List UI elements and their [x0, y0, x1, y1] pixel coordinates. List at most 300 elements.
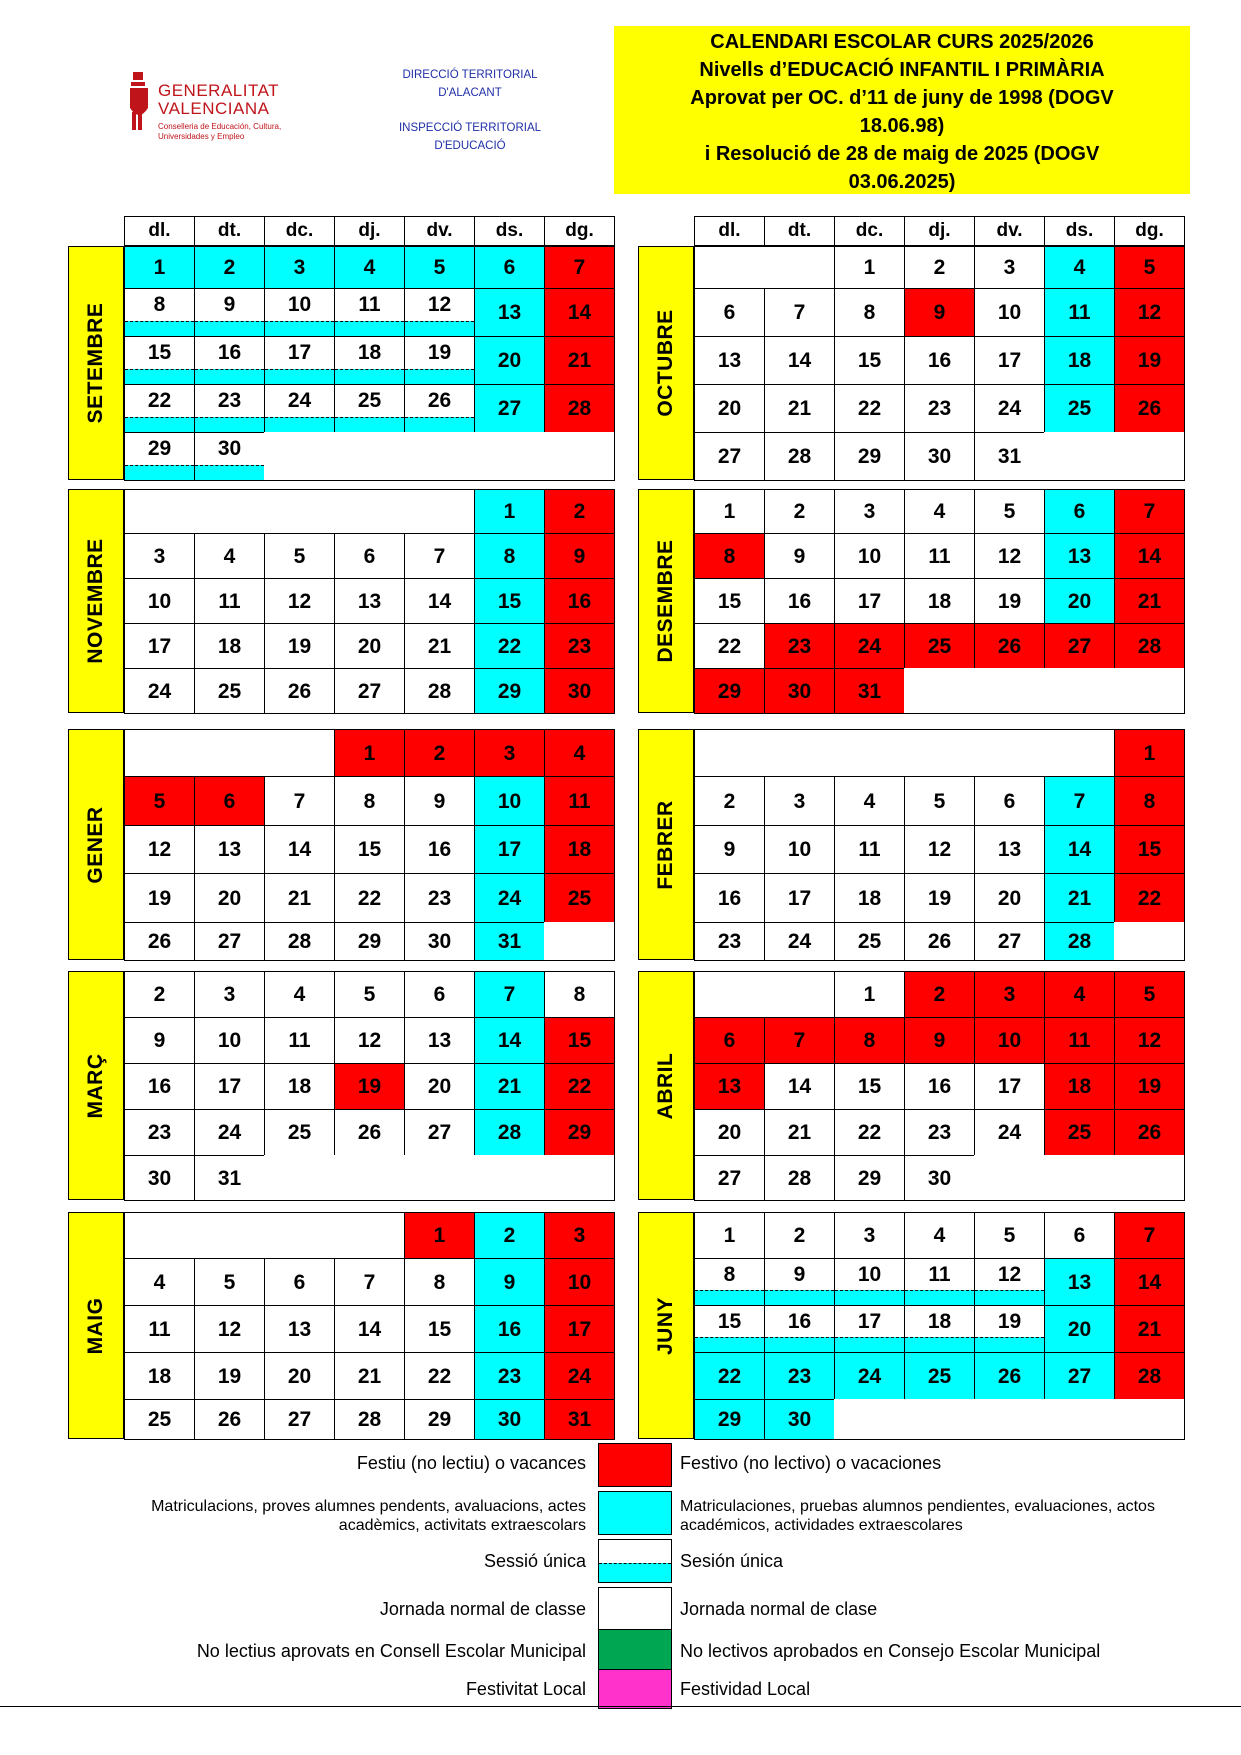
day-cell: 9: [404, 776, 475, 826]
day-cell: 27: [264, 1399, 335, 1440]
day-cell: 11: [264, 1017, 335, 1064]
empty-cell: [194, 729, 265, 777]
weekday-3: dc.: [834, 216, 905, 246]
day-cell: 8: [694, 533, 765, 579]
day-cell: 4: [904, 1212, 975, 1259]
day-number: 22: [147, 389, 172, 412]
day-cell: 15: [1114, 825, 1185, 874]
day-cell: 3: [764, 776, 835, 826]
day-cell: 17: [974, 336, 1045, 385]
day-cell: 2: [544, 489, 615, 534]
day-cell: 19: [264, 623, 335, 669]
day-cell: 26: [1114, 384, 1185, 433]
month-label: [68, 489, 124, 713]
day-cell: 16: [904, 1063, 975, 1110]
day-cell: 25: [904, 623, 975, 669]
empty-cell: [694, 971, 765, 1018]
day-cell: [124, 288, 195, 337]
day-cell: 5: [194, 1258, 265, 1306]
day-cell: 13: [404, 1017, 475, 1064]
day-cell: 22: [1114, 873, 1185, 923]
legend-swatch-pink: [598, 1669, 672, 1709]
legend-swatch-cyan: [598, 1491, 672, 1535]
day-cell: 9: [904, 288, 975, 337]
day-cell: 4: [264, 971, 335, 1018]
day-cell: 7: [474, 971, 545, 1018]
day-cell: 2: [474, 1212, 545, 1259]
day-cell: 24: [974, 1109, 1045, 1156]
day-cell: 22: [834, 1109, 905, 1156]
month-abril: [638, 971, 1184, 1200]
day-cell: 29: [334, 922, 405, 961]
day-cell: [834, 1305, 905, 1353]
day-cell: 21: [334, 1352, 405, 1400]
day-cell: 9: [474, 1258, 545, 1306]
day-cell: 2: [194, 246, 265, 289]
empty-cell: [694, 246, 765, 289]
day-cell: 24: [194, 1109, 265, 1156]
day-cell: 20: [264, 1352, 335, 1400]
day-cell: 12: [1114, 1017, 1185, 1064]
month-novembre: [68, 489, 614, 713]
day-cell: 27: [1044, 623, 1115, 669]
day-cell: 31: [194, 1155, 265, 1201]
day-cell: 23: [904, 1109, 975, 1156]
day-cell: 30: [124, 1155, 195, 1201]
day-number: 17: [857, 1310, 882, 1333]
title-line: CALENDARI ESCOLAR CURS 2025/2026: [710, 31, 1094, 53]
day-cell: [334, 384, 405, 433]
day-cell: 27: [694, 1155, 765, 1201]
day-cell: [194, 432, 265, 481]
logo-text-generalitat: GENERALITAT: [158, 81, 280, 100]
day-number: 11: [928, 1263, 951, 1286]
legend-row: [0, 1443, 1241, 1487]
day-cell: 30: [404, 922, 475, 961]
day-cell: 24: [544, 1352, 615, 1400]
empty-cell: [334, 1155, 405, 1201]
day-cell: 11: [124, 1305, 195, 1353]
empty-cell: [474, 432, 545, 481]
weekday-3: dc.: [264, 216, 335, 246]
day-number: 19: [427, 341, 452, 364]
generalitat-logo: [128, 70, 298, 150]
month-name: NOVEMBRE: [84, 538, 107, 664]
day-cell: 6: [974, 776, 1045, 826]
day-cell: 20: [974, 873, 1045, 923]
day-cell: 7: [404, 533, 475, 579]
day-cell: 14: [544, 288, 615, 337]
day-cell: 20: [194, 873, 265, 923]
weekday-1: dl.: [694, 216, 765, 246]
empty-cell: [1044, 1399, 1115, 1440]
month-label: [68, 971, 124, 1200]
day-cell: 3: [544, 1212, 615, 1259]
day-cell: 9: [544, 533, 615, 579]
day-cell: 23: [764, 1352, 835, 1400]
day-cell: 9: [764, 533, 835, 579]
month-name: MAIG: [84, 1297, 107, 1354]
day-cell: [334, 288, 405, 337]
empty-cell: [1114, 1399, 1185, 1440]
day-cell: 3: [974, 246, 1045, 289]
day-number: 12: [997, 1263, 1022, 1286]
logo-subtext-1: Conselleria de Educación, Cultura,: [158, 122, 282, 131]
day-cell: 3: [834, 489, 905, 534]
day-cell: 20: [694, 1109, 765, 1156]
day-cell: 14: [404, 578, 475, 624]
legend-label-ca: Festiu (no lectiu) o vacances: [356, 1453, 586, 1473]
month-label: [638, 489, 694, 713]
month-label: [638, 1212, 694, 1439]
empty-cell: [904, 729, 975, 777]
empty-cell: [1044, 668, 1115, 714]
day-cell: 29: [474, 668, 545, 714]
day-cell: 15: [834, 1063, 905, 1110]
day-cell: 21: [264, 873, 335, 923]
month-label: [638, 971, 694, 1200]
day-cell: 25: [264, 1109, 335, 1156]
empty-cell: [194, 1212, 265, 1259]
day-cell: 24: [974, 384, 1045, 433]
day-cell: 9: [904, 1017, 975, 1064]
month-name: MARÇ: [84, 1053, 107, 1118]
day-cell: [124, 384, 195, 433]
day-cell: 5: [1114, 246, 1185, 289]
empty-cell: [974, 668, 1045, 714]
month-name: OCTUBRE: [654, 309, 677, 417]
day-cell: [904, 1305, 975, 1353]
day-cell: 10: [974, 288, 1045, 337]
day-cell: 24: [764, 922, 835, 961]
day-cell: 4: [124, 1258, 195, 1306]
day-cell: 30: [544, 668, 615, 714]
day-cell: 14: [334, 1305, 405, 1353]
day-cell: 28: [1114, 1352, 1185, 1400]
day-number: 26: [427, 389, 452, 412]
title-line: 03.06.2025): [848, 171, 956, 193]
day-cell: 23: [904, 384, 975, 433]
day-cell: 21: [544, 336, 615, 385]
day-cell: [764, 1305, 835, 1353]
empty-cell: [334, 489, 405, 534]
day-cell: 6: [474, 246, 545, 289]
day-cell: 19: [194, 1352, 265, 1400]
day-cell: 14: [1044, 825, 1115, 874]
day-cell: 26: [1114, 1109, 1185, 1156]
day-cell: 7: [264, 776, 335, 826]
day-number: 19: [997, 1310, 1022, 1333]
day-cell: 2: [764, 489, 835, 534]
day-cell: 18: [834, 873, 905, 923]
day-cell: 19: [1114, 336, 1185, 385]
empty-cell: [694, 729, 765, 777]
empty-cell: [834, 729, 905, 777]
day-cell: 27: [194, 922, 265, 961]
empty-cell: [544, 1155, 615, 1201]
day-cell: 1: [834, 246, 905, 289]
empty-cell: [1044, 432, 1115, 481]
empty-cell: [1114, 668, 1185, 714]
day-cell: 22: [694, 623, 765, 669]
day-cell: 18: [264, 1063, 335, 1110]
day-cell: 25: [544, 873, 615, 923]
day-cell: 20: [404, 1063, 475, 1110]
day-cell: 24: [124, 668, 195, 714]
day-cell: 22: [404, 1352, 475, 1400]
month-juny: [638, 1212, 1184, 1439]
day-cell: 27: [404, 1109, 475, 1156]
legend-label-ca: Jornada normal de classe: [379, 1599, 586, 1619]
day-number: 15: [147, 341, 172, 364]
day-cell: 26: [194, 1399, 265, 1440]
day-cell: 25: [194, 668, 265, 714]
day-cell: 8: [1114, 776, 1185, 826]
legend-label-es: Sesión única: [680, 1551, 784, 1571]
day-number: 16: [787, 1310, 812, 1333]
empty-cell: [764, 246, 835, 289]
weekday-1: dl.: [124, 216, 195, 246]
day-cell: 7: [334, 1258, 405, 1306]
day-cell: 1: [694, 489, 765, 534]
day-cell: [194, 288, 265, 337]
legend-row: [0, 1539, 1241, 1583]
empty-cell: [124, 729, 195, 777]
weekday-4: dj.: [904, 216, 975, 246]
day-cell: [124, 432, 195, 481]
day-cell: [404, 336, 475, 385]
day-cell: 5: [974, 489, 1045, 534]
day-cell: 3: [974, 971, 1045, 1018]
legend-label-es: Matriculaciones, pruebas alumnos pendientes, evaluaciones, actos académicos, actividades extraescolares: [680, 1498, 1155, 1534]
empty-cell: [1044, 1155, 1115, 1201]
day-cell: [264, 288, 335, 337]
day-cell: 25: [904, 1352, 975, 1400]
day-cell: 21: [764, 384, 835, 433]
day-cell: 12: [1114, 288, 1185, 337]
month-label: [68, 1212, 124, 1439]
direccio-territorial: DIRECCIÓ TERRITORIAL D'ALACANT: [402, 69, 538, 99]
day-cell: 10: [474, 776, 545, 826]
day-cell: 7: [1044, 776, 1115, 826]
title-line: Aprovat per OC. d’11 de juny de 1998 (DOGV: [690, 87, 1114, 109]
day-cell: 1: [694, 1212, 765, 1259]
day-cell: 26: [974, 1352, 1045, 1400]
day-cell: 28: [1044, 922, 1115, 961]
month-label: [638, 729, 694, 960]
day-cell: 9: [694, 825, 765, 874]
day-cell: 27: [1044, 1352, 1115, 1400]
day-cell: 11: [834, 825, 905, 874]
day-cell: 2: [124, 971, 195, 1018]
day-cell: 2: [694, 776, 765, 826]
day-cell: 28: [474, 1109, 545, 1156]
day-number: 29: [147, 437, 172, 460]
day-cell: 22: [334, 873, 405, 923]
day-cell: 23: [694, 922, 765, 961]
day-cell: [264, 336, 335, 385]
day-cell: [834, 1258, 905, 1306]
day-cell: 27: [334, 668, 405, 714]
day-cell: 11: [904, 533, 975, 579]
empty-cell: [404, 489, 475, 534]
day-cell: 11: [1044, 1017, 1115, 1064]
month-desembre: [638, 489, 1184, 713]
day-cell: 29: [834, 1155, 905, 1201]
month-name: JUNY: [654, 1296, 677, 1355]
day-cell: 19: [1114, 1063, 1185, 1110]
day-cell: 25: [1044, 1109, 1115, 1156]
day-cell: 23: [544, 623, 615, 669]
empty-cell: [404, 432, 475, 481]
day-cell: 22: [834, 384, 905, 433]
legend-swatch-red: [598, 1443, 672, 1487]
day-cell: 28: [334, 1399, 405, 1440]
day-number: 18: [357, 341, 382, 364]
day-cell: 12: [334, 1017, 405, 1064]
weekday-7: dg.: [544, 216, 615, 246]
day-cell: 8: [474, 533, 545, 579]
legend-label-es: Festividad Local: [680, 1679, 811, 1699]
day-cell: 23: [764, 623, 835, 669]
empty-cell: [264, 489, 335, 534]
day-cell: 14: [474, 1017, 545, 1064]
day-cell: 3: [264, 246, 335, 289]
day-cell: 26: [124, 922, 195, 961]
title-box: [614, 26, 1190, 194]
day-cell: 7: [764, 288, 835, 337]
day-cell: 29: [694, 1399, 765, 1440]
empty-cell: [264, 1155, 335, 1201]
day-cell: 3: [834, 1212, 905, 1259]
empty-cell: [474, 1155, 545, 1201]
day-cell: 3: [474, 729, 545, 777]
month-name: FEBRER: [654, 799, 677, 890]
day-number: 9: [793, 1263, 806, 1286]
day-cell: 14: [764, 336, 835, 385]
day-cell: 30: [474, 1399, 545, 1440]
title-line: Nivells d’EDUCACIÓ INFANTIL I PRIMÀRIA: [699, 59, 1105, 81]
day-cell: 20: [1044, 1305, 1115, 1353]
empty-cell: [334, 1212, 405, 1259]
day-cell: 2: [404, 729, 475, 777]
day-cell: 20: [694, 384, 765, 433]
day-cell: 8: [404, 1258, 475, 1306]
empty-cell: [124, 489, 195, 534]
legend-row: [0, 1629, 1241, 1671]
day-cell: 21: [404, 623, 475, 669]
day-cell: 27: [974, 922, 1045, 961]
day-cell: 22: [694, 1352, 765, 1400]
weekday-2: dt.: [194, 216, 265, 246]
day-number: 16: [217, 341, 242, 364]
month-febrer: [638, 729, 1184, 960]
month-març: [68, 971, 614, 1200]
day-cell: 26: [974, 623, 1045, 669]
month-octubre: [638, 246, 1184, 480]
empty-cell: [404, 1155, 475, 1201]
day-cell: 26: [334, 1109, 405, 1156]
day-cell: 19: [904, 873, 975, 923]
day-cell: 1: [124, 246, 195, 289]
day-cell: 17: [544, 1305, 615, 1353]
month-name: ABRIL: [654, 1052, 677, 1119]
day-cell: 21: [1114, 1305, 1185, 1353]
day-cell: 8: [834, 1017, 905, 1064]
day-cell: 11: [1044, 288, 1115, 337]
day-cell: 15: [404, 1305, 475, 1353]
day-cell: 5: [1114, 971, 1185, 1018]
day-cell: 18: [544, 825, 615, 874]
day-cell: 14: [764, 1063, 835, 1110]
day-cell: 28: [764, 1155, 835, 1201]
empty-cell: [764, 729, 835, 777]
day-cell: 3: [194, 971, 265, 1018]
day-cell: 1: [834, 971, 905, 1018]
weekday-5: dv.: [404, 216, 475, 246]
legend-swatch-white: [598, 1587, 672, 1631]
day-cell: 28: [264, 922, 335, 961]
month-label: [638, 246, 694, 480]
day-cell: 13: [264, 1305, 335, 1353]
day-cell: [764, 1258, 835, 1306]
empty-cell: [544, 922, 615, 961]
day-number: 10: [287, 293, 312, 316]
day-cell: 24: [834, 1352, 905, 1400]
day-cell: 31: [474, 922, 545, 961]
day-cell: 5: [124, 776, 195, 826]
day-cell: 5: [264, 533, 335, 579]
day-cell: 5: [334, 971, 405, 1018]
inspeccio-territorial: INSPECCIÓ TERRITORIAL D'EDUCACIÓ: [398, 122, 542, 152]
day-cell: 31: [974, 432, 1045, 481]
day-cell: 14: [1114, 533, 1185, 579]
day-number: 12: [427, 293, 452, 316]
day-cell: 15: [694, 578, 765, 624]
legend-swatch-green: [598, 1629, 672, 1671]
day-cell: 8: [544, 971, 615, 1018]
day-cell: 6: [1044, 1212, 1115, 1259]
day-cell: 6: [334, 533, 405, 579]
day-cell: 17: [764, 873, 835, 923]
day-cell: 25: [124, 1399, 195, 1440]
day-cell: [334, 336, 405, 385]
month-name: GENER: [84, 805, 107, 884]
day-cell: 16: [404, 825, 475, 874]
day-number: 8: [153, 293, 166, 316]
day-cell: 31: [834, 668, 905, 714]
empty-cell: [904, 668, 975, 714]
legend-label-ca: Festivitat Local: [465, 1679, 586, 1699]
day-cell: 1: [1114, 729, 1185, 777]
day-cell: 14: [264, 825, 335, 874]
empty-cell: [1114, 432, 1185, 481]
legend-swatch-sessio: [598, 1539, 672, 1583]
day-cell: 15: [334, 825, 405, 874]
day-cell: [264, 384, 335, 433]
day-cell: 19: [334, 1063, 405, 1110]
day-cell: 28: [544, 384, 615, 433]
day-cell: 15: [474, 578, 545, 624]
day-cell: [694, 1258, 765, 1306]
day-cell: 10: [124, 578, 195, 624]
day-number: 25: [357, 389, 382, 412]
day-cell: 13: [1044, 533, 1115, 579]
empty-cell: [974, 1155, 1045, 1201]
bottom-rule: [0, 1706, 1241, 1707]
day-cell: 8: [334, 776, 405, 826]
day-cell: 6: [194, 776, 265, 826]
